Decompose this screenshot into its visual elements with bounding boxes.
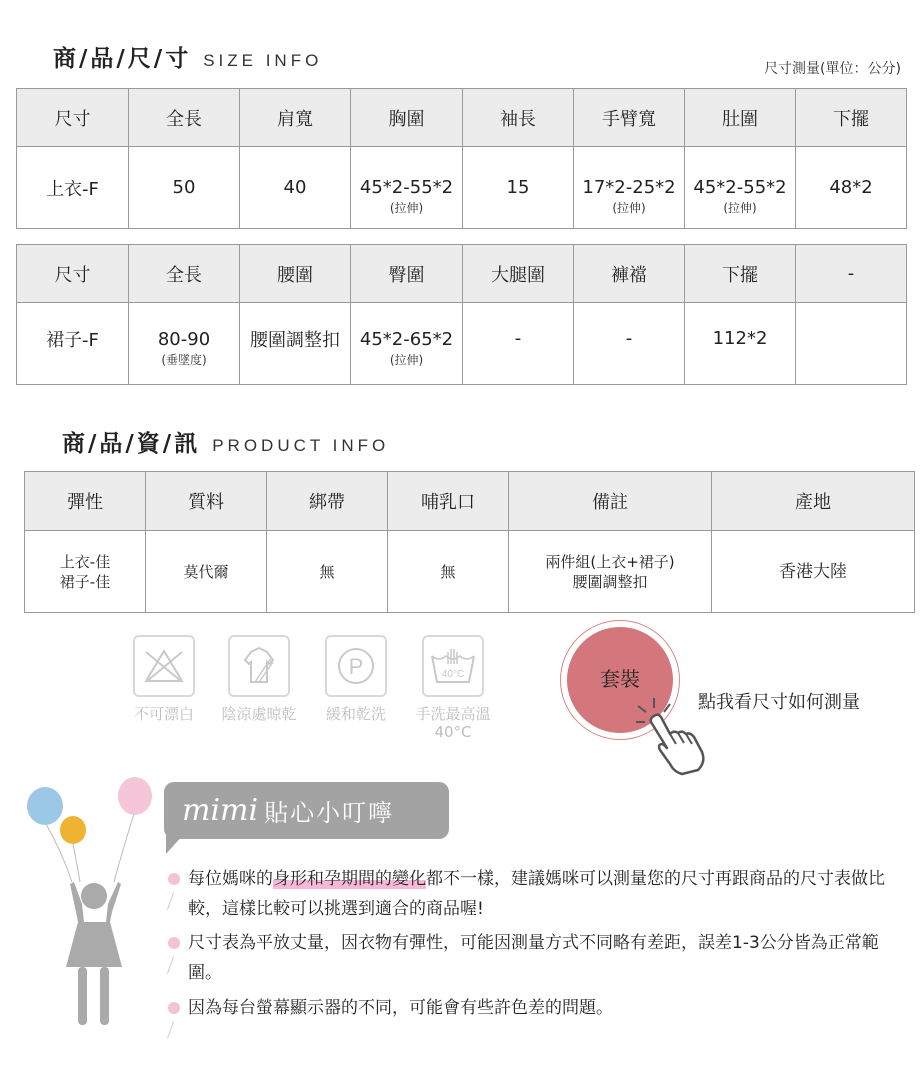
cell-note: (垂墜度) [161,353,207,367]
table-cell [712,531,915,613]
tip-bullet [168,873,180,885]
gentle-dry-clean-icon [325,635,387,697]
table-cell [17,303,129,385]
cell-value: 15 [506,177,530,198]
table-header-row [17,245,907,303]
header-cell: 臀圍 [351,245,463,303]
table-cell [574,147,685,229]
cell-line: 香港大陸 [779,561,847,582]
care-label-temp: 40°C [434,723,472,741]
care-label: 手洗最高溫 [415,705,491,723]
product-info-title [62,425,389,458]
girl-with-balloons-illustration [22,772,162,1047]
table-cell [240,147,351,229]
table-row [25,531,915,613]
table-header-row [25,472,915,531]
tip-item [168,928,898,988]
header-cell: 哺乳口 [388,472,509,531]
table-cell [351,147,463,229]
care-label: 緩和乾洗 [325,705,386,723]
cell-value: 17*2-25*2 [582,177,676,198]
tip-text: 尺寸表為平放丈量，因衣物有彈性，可能因測量方式不同略有差距，誤差1-3公分皆為正常範圍。 [188,933,879,983]
care-dry-in-shade [219,635,299,723]
header-cell: 尺寸 [17,89,129,147]
header-cell: 備註 [509,472,712,531]
product-info-table [24,471,915,613]
cell-value: 48*2 [829,177,873,198]
cell-value: - [514,328,522,349]
cell-note: (拉伸) [612,201,646,215]
balloon-blue [27,787,63,825]
cell-line: 裙子-佳 [59,572,111,591]
cell-value: 45*2-55*2 [693,177,787,198]
table-cell [685,303,796,385]
hand-wash-icon [422,635,484,697]
tip-highlight: 身形和孕期間的變化 [273,869,426,889]
girl-silhouette [66,882,122,1025]
header-cell: 產地 [712,472,915,531]
cell-line: 莫代爾 [183,562,229,581]
wash-temp: 40°C [441,669,465,680]
header-cell: 綁帶 [267,472,388,531]
tip-dash [167,956,174,973]
bubble-tail [166,834,184,854]
cell-value: 50 [172,177,196,198]
size-info-title [53,40,322,73]
cell-line: 兩件組(上衣+裙子) [545,552,675,571]
product-title-en: PRODUCT INFO [212,436,390,455]
table-cell [463,303,574,385]
table-cell [17,147,129,229]
table-row [17,303,907,385]
header-cell: 下擺 [796,89,907,147]
product-title-zh: 商/品/資/訊 [62,431,201,457]
header-cell: 全長 [129,245,240,303]
table-cell [685,147,796,229]
tip-dash [167,1021,174,1038]
header-cell: 下擺 [685,245,796,303]
header-cell: 彈性 [25,472,146,531]
header-cell: 質料 [146,472,267,531]
table-cell [129,147,240,229]
balloon-pink [118,777,152,815]
cell-value: 112*2 [712,328,768,349]
no-bleach-icon [133,635,195,697]
cell-line: 腰圍調整扣 [572,572,648,591]
care-label: 不可漂白 [133,705,194,723]
care-hand-wash [413,635,493,741]
tip-text [188,864,898,924]
table-cell [267,531,388,613]
suit-button[interactable]: 套裝 [567,627,673,733]
header-cell: 肚圍 [685,89,796,147]
care-no-bleach [124,635,204,723]
tip-dash [167,892,174,909]
table-cell [509,531,712,613]
cell-value: 40 [283,177,307,198]
svg-text:P: P [348,654,364,679]
tips-heading-mimi: mimi [182,793,259,828]
cell-value: 45*2-55*2 [359,177,454,198]
tip-item [168,993,898,1023]
top-size-table [16,88,907,229]
header-cell: 腰圍 [240,245,351,303]
size-title-en: SIZE INFO [203,51,323,70]
table-row [17,147,907,229]
cell-value: - [625,328,633,349]
cell-line: 無 [440,562,456,581]
cell-value: 上衣-F [46,178,99,200]
table-header-row [17,89,907,147]
dry-in-shade-icon [228,635,290,697]
cell-line: 上衣-佳 [59,552,111,571]
unit-note: 尺寸測量(單位：公分) [764,61,901,77]
size-title-zh: 商/品/尺/寸 [53,46,192,72]
table-cell [25,531,146,613]
tips-heading-text: 貼心小叮嚀 [264,799,395,827]
tip-bullet [168,937,180,949]
table-cell [129,303,240,385]
header-cell: 手臂寬 [574,89,685,147]
balloon-orange [60,816,86,844]
tip-text-post: 都不一樣，建議媽咪可以測量您的尺寸再跟商品的尺寸表做比較，這樣比較可以挑選到適合的商品喔! [188,869,885,919]
table-cell [463,147,574,229]
table-cell [240,303,351,385]
table-cell [388,531,509,613]
cell-value: 腰圍調整扣 [250,329,340,351]
header-cell: - [796,245,907,303]
cell-value: 裙子-F [46,329,99,351]
cell-note: (拉伸) [723,201,757,215]
bottom-size-table [16,244,907,385]
tip-bullet [168,1002,180,1014]
care-label: 陰涼處晾乾 [221,705,297,723]
tip-text: 因為每台螢幕顯示器的不同，可能會有些許色差的問題。 [188,998,613,1018]
header-cell: 肩寬 [240,89,351,147]
header-cell: 尺寸 [17,245,129,303]
header-cell: 袖長 [463,89,574,147]
header-cell: 胸圍 [351,89,463,147]
table-cell [574,303,685,385]
tips-heading-bubble [164,782,449,839]
tip-text-pre: 每位媽咪的 [188,869,273,889]
header-cell: 褲襠 [574,245,685,303]
header-cell: 大腿圍 [463,245,574,303]
cell-value: 45*2-65*2 [359,329,454,350]
cell-line: 無 [319,562,335,581]
table-cell [796,303,907,385]
cell-note: (拉伸) [389,201,424,215]
cell-note: (拉伸) [389,353,424,367]
table-cell [351,303,463,385]
measure-guide-link[interactable]: 點我看尺寸如何測量 [698,692,860,713]
tip-item [168,864,898,924]
table-cell [796,147,907,229]
table-cell [146,531,267,613]
header-cell: 全長 [129,89,240,147]
care-gentle-dry-clean [316,635,396,723]
cell-value: 80-90 [157,329,211,350]
